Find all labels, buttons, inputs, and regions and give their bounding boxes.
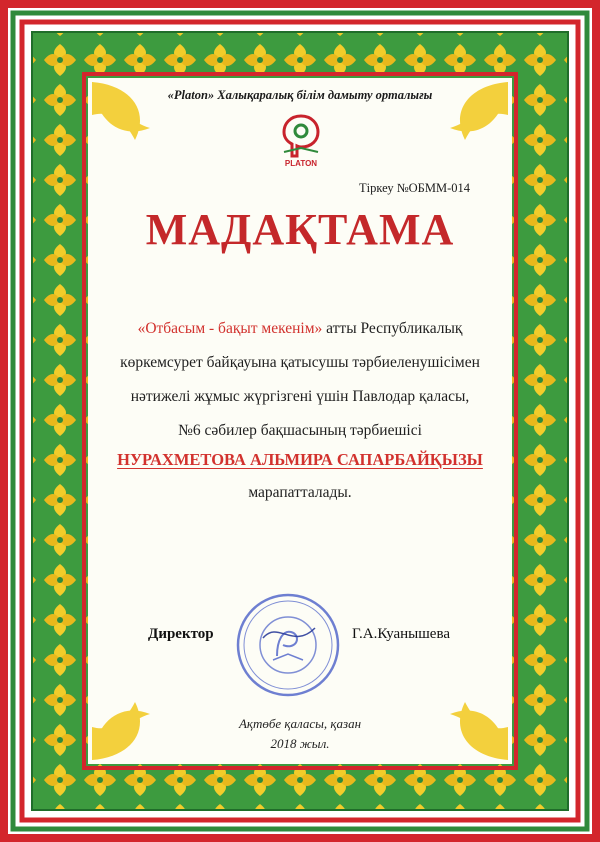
body-line-3: нәтижелі жұмыс жүргізгені үшін Павлодар қаласы, [130,388,470,405]
platon-logo-icon [278,112,324,168]
body-line-4: №6 сәбилер бақшасының тәрбиешісі [178,422,422,439]
issue-city: Ақтөбе қаласы, қазан [238,716,362,731]
recipient-name: НУРАХМЕТОВА АЛЬМИРА САПАРБАЙҚЫЗЫ [117,450,483,469]
org-header: «Platon» Халықаралық білім дамыту орталығы [167,88,433,102]
official-seal-icon [233,590,343,700]
issue-place-date [180,714,420,754]
issue-year: 2018 жыл. [270,736,330,751]
logo-label: PLATON [284,159,318,168]
body-line-1 [100,318,500,340]
certificate-title: МАДАҚТАМА [145,205,455,254]
registration-number: Тіркеу №ОБММ-014 [358,181,470,195]
contest-name: «Отбасым - бақыт мекенім» [137,320,323,337]
director-name: Г.А.Куанышева [352,626,451,642]
awarded-text: марапатталады. [248,484,352,501]
body-line-2: көркемсурет байқауына қатысушы тәрбиеленушісімен [120,354,480,371]
director-label: Директор [148,626,214,642]
body-line-1-rest: атты Республикалық [326,320,463,337]
